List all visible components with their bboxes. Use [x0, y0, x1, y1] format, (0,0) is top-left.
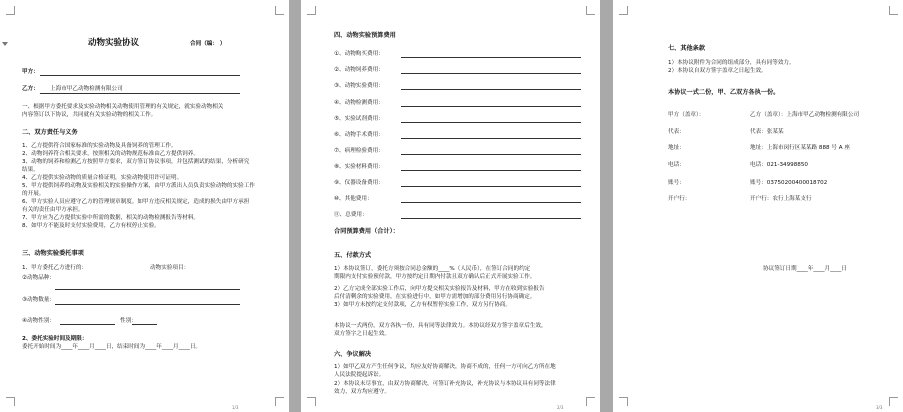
intro-line: 一、根据甲方委托要求及实验动物相关动物使用管理的有关规定，就实验动物相关	[22, 104, 224, 110]
crop-mark	[6, 6, 15, 15]
budget-item: ⑤、实验试剂费用：	[334, 116, 384, 122]
payment-line: 1）本协议签订，委托方须按合同总金额的____%（人民币），在签订合同的约定	[334, 266, 531, 272]
fill-line	[60, 324, 115, 325]
clause-line: 1、乙方提供符合国家标准的实验动物及具备饲养的管理工作。	[22, 143, 177, 149]
section-heading: 二、双方责任与义务	[22, 129, 78, 136]
intro-line: 内容签订以下协议，共同就有关实验动物的相关工作。	[22, 112, 157, 118]
page-number: 3/3	[876, 405, 883, 410]
clause-line: 6、甲方实验人员应遵守乙方的管理规章制度。如甲方违反相关规定，造成的损失由甲方承担	[22, 199, 250, 205]
budget-item: ⑥、动物手术费用：	[334, 132, 384, 138]
party-a-label: 甲方：	[22, 69, 39, 75]
contract-number: 合同（编： ）	[190, 41, 226, 47]
crop-mark	[307, 397, 316, 406]
crop-mark	[307, 6, 316, 15]
budget-item: ⑧、实验材料费用：	[334, 164, 384, 170]
note-line: 本协议一式两份，双方各执一份，具有同等法律效力。本协议经双方签字盖章后生效，	[334, 323, 547, 329]
crop-mark	[586, 397, 595, 406]
fill-line	[401, 138, 581, 139]
clause-line: 1）本协议附件为合同的组成部分，具有同等效力。	[668, 60, 795, 66]
signature-field: 电话：021-34998850	[750, 162, 808, 168]
fill-line	[401, 170, 581, 171]
entry-label: ②动物品种：	[22, 275, 55, 281]
section-heading: 三、动物实验委托事项	[22, 250, 84, 257]
signature-field: 地址：上海市闵行区某某路 888 号 A 座	[750, 145, 850, 151]
entry-label: 性别：	[120, 318, 137, 324]
dispute-line: 效力，双方均应遵守。	[334, 389, 390, 395]
document-page-1	[0, 0, 289, 412]
section-heading: 四、动物实验预算费用	[334, 32, 396, 39]
budget-item: ②、动物饲养费用：	[334, 67, 384, 73]
fill-line	[401, 202, 581, 203]
clause-line: 4、乙方提供实验动物的质量合格证明，实验动物使用许可证明。	[22, 175, 183, 181]
payment-line: 2）乙方完成全部实验工作后，向甲方提交相关实验报告及材料，甲方在收到实验报告	[334, 286, 545, 292]
section-heading: 六、争议解决	[334, 351, 372, 358]
page-number: 2/3	[557, 405, 564, 410]
party-a-line	[40, 75, 240, 76]
fill-line	[55, 304, 240, 305]
page-number: 1/3	[232, 405, 239, 410]
signing-date: 协议签订日期____年____月____日	[763, 266, 847, 272]
section-heading: 七、其他条款	[668, 45, 706, 52]
fill-line	[401, 122, 581, 123]
party-b-name: 上海市甲乙动物检测有限公司	[50, 86, 123, 92]
dispute-line: 人民法院提起诉讼。	[334, 372, 385, 378]
party-b-label: 乙方：	[22, 86, 39, 92]
clause-line: 7、甲方应为乙方提供实验中所需的数据，相关的动物检测报告等材料。	[22, 215, 199, 221]
payment-line: 后付清剩余的实验费用。在实验进行中，如甲方需增加的部分费用另行协商确定。	[334, 294, 536, 300]
crop-mark	[619, 6, 628, 15]
signature-field: 账号：	[668, 180, 685, 186]
entry-label: 2、委托实验时间及期限：	[22, 336, 88, 342]
budget-item: ⑦、病理检验费用：	[334, 148, 384, 154]
signature-field: 账号：03750200400018702	[750, 180, 828, 186]
fill-line	[401, 89, 581, 90]
clause-line: 结果。	[22, 167, 39, 173]
signature-field: 甲方（盖章）：	[668, 112, 705, 118]
signature-field: 乙方（盖章）：上海市甲乙动物检测有限公司	[750, 112, 860, 118]
entry-label: ③动物数量：	[22, 297, 55, 303]
signature-field: 开户行：农行上海某支行	[750, 196, 812, 202]
fill-line	[401, 73, 581, 74]
fill-line	[401, 106, 581, 107]
fill-line	[401, 218, 581, 219]
document-title: 动物实验协议	[88, 38, 140, 48]
crop-mark	[275, 397, 284, 406]
signature-field: 地址：	[668, 145, 685, 151]
crop-mark	[889, 6, 898, 15]
signature-field: 代表：	[668, 129, 685, 135]
clause-line: 有关的责任由甲方承担。	[22, 207, 84, 213]
budget-item: ⑩、其他费用：	[334, 196, 373, 202]
budget-item: ④、动物检测费用：	[334, 100, 384, 106]
section-heading: 五、付款方式	[334, 252, 372, 259]
crop-mark	[275, 6, 284, 15]
document-page-2	[301, 0, 600, 412]
signature-field: 电话：	[668, 162, 685, 168]
fill-line	[401, 57, 581, 58]
entry-label: 动物实验项目：	[150, 265, 190, 271]
budget-item: ③、动物实验费用：	[334, 83, 384, 89]
payment-line: 期限内支付实验预付款，甲方按约定日期内付款且双方确认后正式开展实验工作。	[334, 274, 536, 280]
crop-mark	[586, 6, 595, 15]
signature-field: 开户行：	[668, 196, 691, 202]
fill-line	[401, 154, 581, 155]
clause-line: 2、动物饲养符合相关要求，按照相关的动物规范标准由乙方提供饲养。	[22, 151, 199, 157]
document-page-3	[613, 0, 903, 412]
crop-mark	[889, 397, 898, 406]
clause-line: 3、动物的饲养和检测乙方按照甲方要求，双方签订协议事项，并包括测试的结果，分析研究	[22, 159, 250, 165]
signature-field: 代表：张某某	[750, 129, 784, 135]
note-line: 双方签字之日起生效。	[334, 331, 390, 337]
crop-mark	[6, 397, 15, 406]
budget-item: ⑨、仪器设备费用：	[334, 180, 384, 186]
page-marker-icon	[2, 42, 8, 46]
clause-line: 2）本协议自双方签字盖章之日起生效。	[668, 68, 767, 74]
dispute-line: 2）本协议未尽事宜，由双方协商解决，可签订补充协议，补充协议与本协议具有同等法律	[334, 381, 556, 387]
budget-item: ①、动物购买费用：	[334, 51, 384, 57]
clause-line: 8、如甲方不能及时支付实验费用，乙方有权停止实验。	[22, 223, 160, 229]
crop-mark	[619, 397, 628, 406]
entry-label: 1、甲方委托乙方进行的：	[22, 265, 88, 271]
payment-line: 3）如甲方未按约定支付款项，乙方有权暂停实验工作，双方另行协商。	[334, 302, 511, 308]
clause-line: 5、甲方提供饲养的动物及实验相关的实验操作方案，由甲方派出人员负责实验动物的实验工作	[22, 183, 255, 189]
copies-statement: 本协议一式二份，甲、乙双方各执一份。	[668, 89, 780, 96]
entry-label: 委托开始时间为____年____月____日，结束时间为____年____月____日。	[22, 344, 202, 350]
dispute-line: 1）如甲乙双方产生任何争议，均应友好协商解决，协商不成的，任何一方可向乙方所在地	[334, 364, 556, 370]
party-b-line	[40, 93, 240, 94]
budget-item: ⑪、总费用：	[334, 212, 368, 218]
entry-label: ④动物性别：	[22, 318, 55, 324]
clause-line: 的开展。	[22, 191, 45, 197]
budget-total: 合同预算费用（合计）：	[334, 228, 399, 235]
fill-line	[132, 324, 157, 325]
fill-line	[55, 289, 240, 290]
fill-line	[401, 186, 581, 187]
